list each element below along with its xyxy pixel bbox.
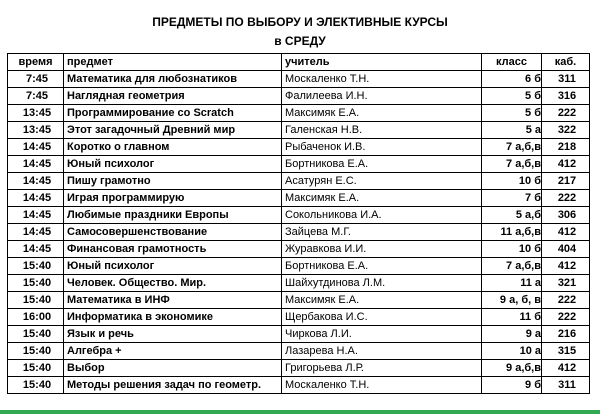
table-row xyxy=(8,173,590,190)
time-cell: 15:40 xyxy=(8,275,64,292)
class-cell: 9 а, б, в xyxy=(482,292,542,309)
time-cell: 13:45 xyxy=(8,122,64,139)
teacher-cell: Москаленко Т.Н. xyxy=(282,71,482,88)
table-row xyxy=(8,139,590,156)
subject-cell: Юный психолог xyxy=(64,258,282,275)
subject-cell: Этот загадочный Древний мир xyxy=(64,122,282,139)
time-cell: 14:45 xyxy=(8,156,64,173)
subject-cell: Финансовая грамотность xyxy=(64,241,282,258)
teacher-cell: Максимяк Е.А. xyxy=(282,105,482,122)
class-cell: 6 б xyxy=(482,71,542,88)
time-cell: 7:45 xyxy=(8,88,64,105)
class-cell: 7 а,б,в xyxy=(482,258,542,275)
class-cell: 9 а,б,в xyxy=(482,360,542,377)
subject-cell: Язык и речь xyxy=(64,326,282,343)
time-cell: 15:40 xyxy=(8,292,64,309)
teacher-cell: Бортникова Е.А. xyxy=(282,156,482,173)
column-header-room: каб. xyxy=(542,54,590,71)
table-row xyxy=(8,156,590,173)
room-cell: 218 xyxy=(542,139,590,156)
class-cell: 7 а,б,в xyxy=(482,139,542,156)
room-cell: 306 xyxy=(542,207,590,224)
class-cell: 7 б xyxy=(482,190,542,207)
column-header-teacher: учитель xyxy=(282,54,482,71)
teacher-cell: Максимяк Е.А. xyxy=(282,190,482,207)
room-cell: 404 xyxy=(542,241,590,258)
room-cell: 412 xyxy=(542,156,590,173)
table-row xyxy=(8,377,590,394)
table-header-row xyxy=(8,54,590,71)
class-cell: 11 б xyxy=(482,309,542,326)
time-cell: 14:45 xyxy=(8,207,64,224)
class-cell: 5 а xyxy=(482,122,542,139)
subject-cell: Человек. Общество. Мир. xyxy=(64,275,282,292)
subject-cell: Играя программирую xyxy=(64,190,282,207)
class-cell: 10 б xyxy=(482,173,542,190)
time-cell: 15:40 xyxy=(8,377,64,394)
time-cell: 15:40 xyxy=(8,360,64,377)
subject-cell: Методы решения задач по геометр. xyxy=(64,377,282,394)
room-cell: 412 xyxy=(542,360,590,377)
subject-cell: Программирование со Scratch xyxy=(64,105,282,122)
room-cell: 322 xyxy=(542,122,590,139)
room-cell: 216 xyxy=(542,326,590,343)
teacher-cell: Лазарева Н.А. xyxy=(282,343,482,360)
time-cell: 15:40 xyxy=(8,258,64,275)
subject-cell: Математика для любознатиков xyxy=(64,71,282,88)
time-cell: 16:00 xyxy=(8,309,64,326)
room-cell: 321 xyxy=(542,275,590,292)
time-cell: 14:45 xyxy=(8,224,64,241)
schedule-table xyxy=(7,53,590,394)
subject-cell: Коротко о главном xyxy=(64,139,282,156)
time-cell: 14:45 xyxy=(8,190,64,207)
table-row xyxy=(8,190,590,207)
subject-cell: Выбор xyxy=(64,360,282,377)
class-cell: 5 б xyxy=(482,105,542,122)
class-cell: 7 а,б,в xyxy=(482,156,542,173)
time-cell: 14:45 xyxy=(8,173,64,190)
teacher-cell: Чиркова Л.И. xyxy=(282,326,482,343)
table-row xyxy=(8,71,590,88)
table-row xyxy=(8,241,590,258)
subject-cell: Юный психолог xyxy=(64,156,282,173)
table-row xyxy=(8,88,590,105)
teacher-cell: Бортникова Е.А. xyxy=(282,258,482,275)
table-row xyxy=(8,224,590,241)
time-cell: 13:45 xyxy=(8,105,64,122)
class-cell: 5 б xyxy=(482,88,542,105)
room-cell: 222 xyxy=(542,190,590,207)
table-row xyxy=(8,275,590,292)
room-cell: 311 xyxy=(542,71,590,88)
teacher-cell: Максимяк Е.А. xyxy=(282,292,482,309)
subject-cell: Самосовершенствование xyxy=(64,224,282,241)
column-header-time: время xyxy=(8,54,64,71)
time-cell: 14:45 xyxy=(8,241,64,258)
time-cell: 14:45 xyxy=(8,139,64,156)
teacher-cell: Галенская Н.В. xyxy=(282,122,482,139)
class-cell: 9 б xyxy=(482,377,542,394)
page-title: ПРЕДМЕТЫ ПО ВЫБОРУ И ЭЛЕКТИВНЫЕ КУРСЫ xyxy=(152,15,448,29)
room-cell: 217 xyxy=(542,173,590,190)
subject-cell: Пишу грамотно xyxy=(64,173,282,190)
teacher-cell: Григорьева Л.Р. xyxy=(282,360,482,377)
teacher-cell: Асатурян Е.С. xyxy=(282,173,482,190)
column-header-subject: предмет xyxy=(64,54,282,71)
table-row xyxy=(8,292,590,309)
teacher-cell: Рыбаченок И.В. xyxy=(282,139,482,156)
time-cell: 15:40 xyxy=(8,326,64,343)
subject-cell: Алгебра + xyxy=(64,343,282,360)
subject-cell: Математика в ИНФ xyxy=(64,292,282,309)
teacher-cell: Журавкова И.И. xyxy=(282,241,482,258)
teacher-cell: Фалилеева И.Н. xyxy=(282,88,482,105)
teacher-cell: Москаленко Т.Н. xyxy=(282,377,482,394)
room-cell: 412 xyxy=(542,258,590,275)
column-header-class: класс xyxy=(482,54,542,71)
class-cell: 11 а xyxy=(482,275,542,292)
table-row xyxy=(8,343,590,360)
bottom-accent-line xyxy=(0,410,600,414)
teacher-cell: Щербакова И.С. xyxy=(282,309,482,326)
class-cell: 10 б xyxy=(482,241,542,258)
room-cell: 222 xyxy=(542,309,590,326)
class-cell: 10 а xyxy=(482,343,542,360)
room-cell: 316 xyxy=(542,88,590,105)
class-cell: 9 а xyxy=(482,326,542,343)
table-row xyxy=(8,360,590,377)
table-row xyxy=(8,122,590,139)
room-cell: 315 xyxy=(542,343,590,360)
time-cell: 15:40 xyxy=(8,343,64,360)
room-cell: 222 xyxy=(542,105,590,122)
teacher-cell: Шайхутдинова Л.М. xyxy=(282,275,482,292)
page-subtitle: в СРЕДУ xyxy=(274,34,326,48)
time-cell: 7:45 xyxy=(8,71,64,88)
teacher-cell: Зайцева М.Г. xyxy=(282,224,482,241)
subject-cell: Любимые праздники Европы xyxy=(64,207,282,224)
room-cell: 412 xyxy=(542,224,590,241)
class-cell: 5 а,б xyxy=(482,207,542,224)
table-row xyxy=(8,258,590,275)
subject-cell: Наглядная геометрия xyxy=(64,88,282,105)
subject-cell: Информатика в экономике xyxy=(64,309,282,326)
table-row xyxy=(8,309,590,326)
room-cell: 311 xyxy=(542,377,590,394)
table-row xyxy=(8,105,590,122)
table-row xyxy=(8,326,590,343)
class-cell: 11 а,б,в xyxy=(482,224,542,241)
table-row xyxy=(8,207,590,224)
room-cell: 222 xyxy=(542,292,590,309)
teacher-cell: Сокольникова И.А. xyxy=(282,207,482,224)
